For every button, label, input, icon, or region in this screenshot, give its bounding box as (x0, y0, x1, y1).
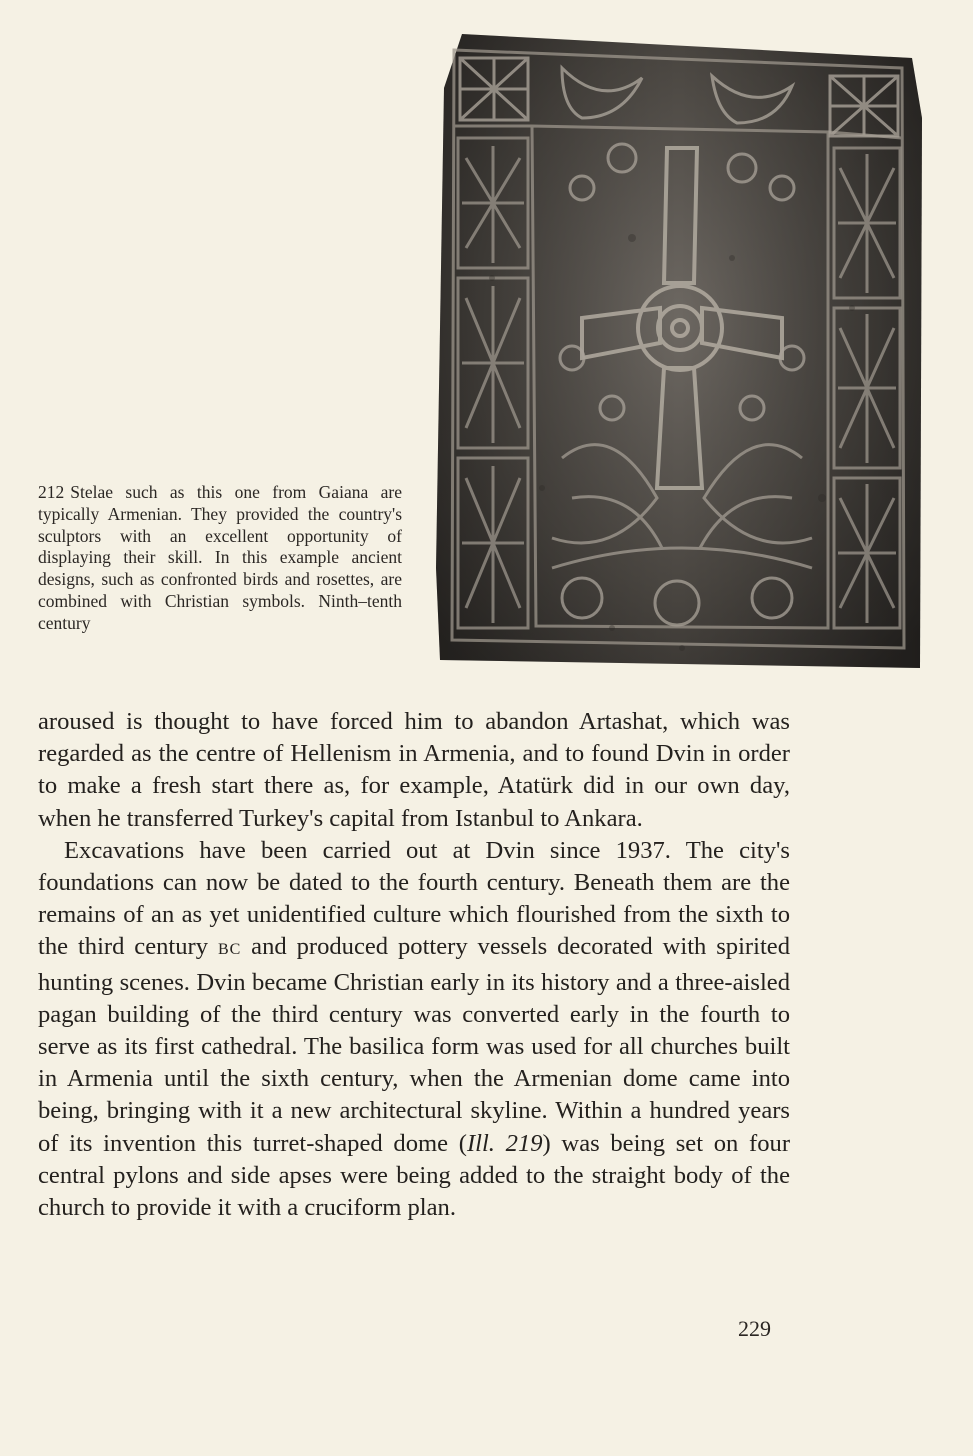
bc-abbreviation: BC (217, 941, 242, 959)
figure-caption (38, 482, 402, 635)
stele-photograph (432, 28, 927, 680)
main-text (38, 706, 790, 1224)
paragraph-2-part-3: ) was being set on four central pylons and side apses were being added to the straight body of the church to provide it with a cruciform plan. (38, 1129, 791, 1222)
illustration-reference: Ill. 219 (466, 1129, 543, 1157)
carved-stele-image (432, 28, 927, 680)
caption-text: Stelae such as this one from Gaiana are typically Armenian. They provided the country's sculptors with an excellent opportunity of displaying their skill. In this example ancient designs, such as confronted birds and rosettes, are combined with Christian symbols. Ninth–tenth century (38, 482, 402, 633)
paragraph-2-part-1: Excavations have been carried out at Dvin since 1937. The city's foundations can now be dated to the fourth century. Beneath them are the remains of an as yet unidentified culture which flourished from the sixth to the third century (38, 836, 790, 961)
page-number: 229 (738, 1316, 771, 1341)
paragraph-1: aroused is thought to have forced him to abandon Artashat, which was regarded as the centre of Hellenism in Armenia, and to found Dvin in order to make a fresh start there as, for example, Atatürk did in our own day, when he transferred Turkey's capital from Istanbul to Ankara. (38, 708, 790, 832)
paragraph-2-part-2: and produced pottery vessels decorated with spirited hunting scenes. Dvin became Christian early in its history and a three-aisled pagan building of the third century was converted early in the fourth to serve as its first cathedral. The basilica form was used for all churches built in Armenia until the sixth century, when the Armenian dome came into being, bringing with it a new architectural skyline. Within a hundred years of its invention this turret-shaped dome ( (38, 933, 790, 1157)
figure-number: 212 (38, 482, 65, 502)
paragraph-2 (38, 835, 790, 1224)
